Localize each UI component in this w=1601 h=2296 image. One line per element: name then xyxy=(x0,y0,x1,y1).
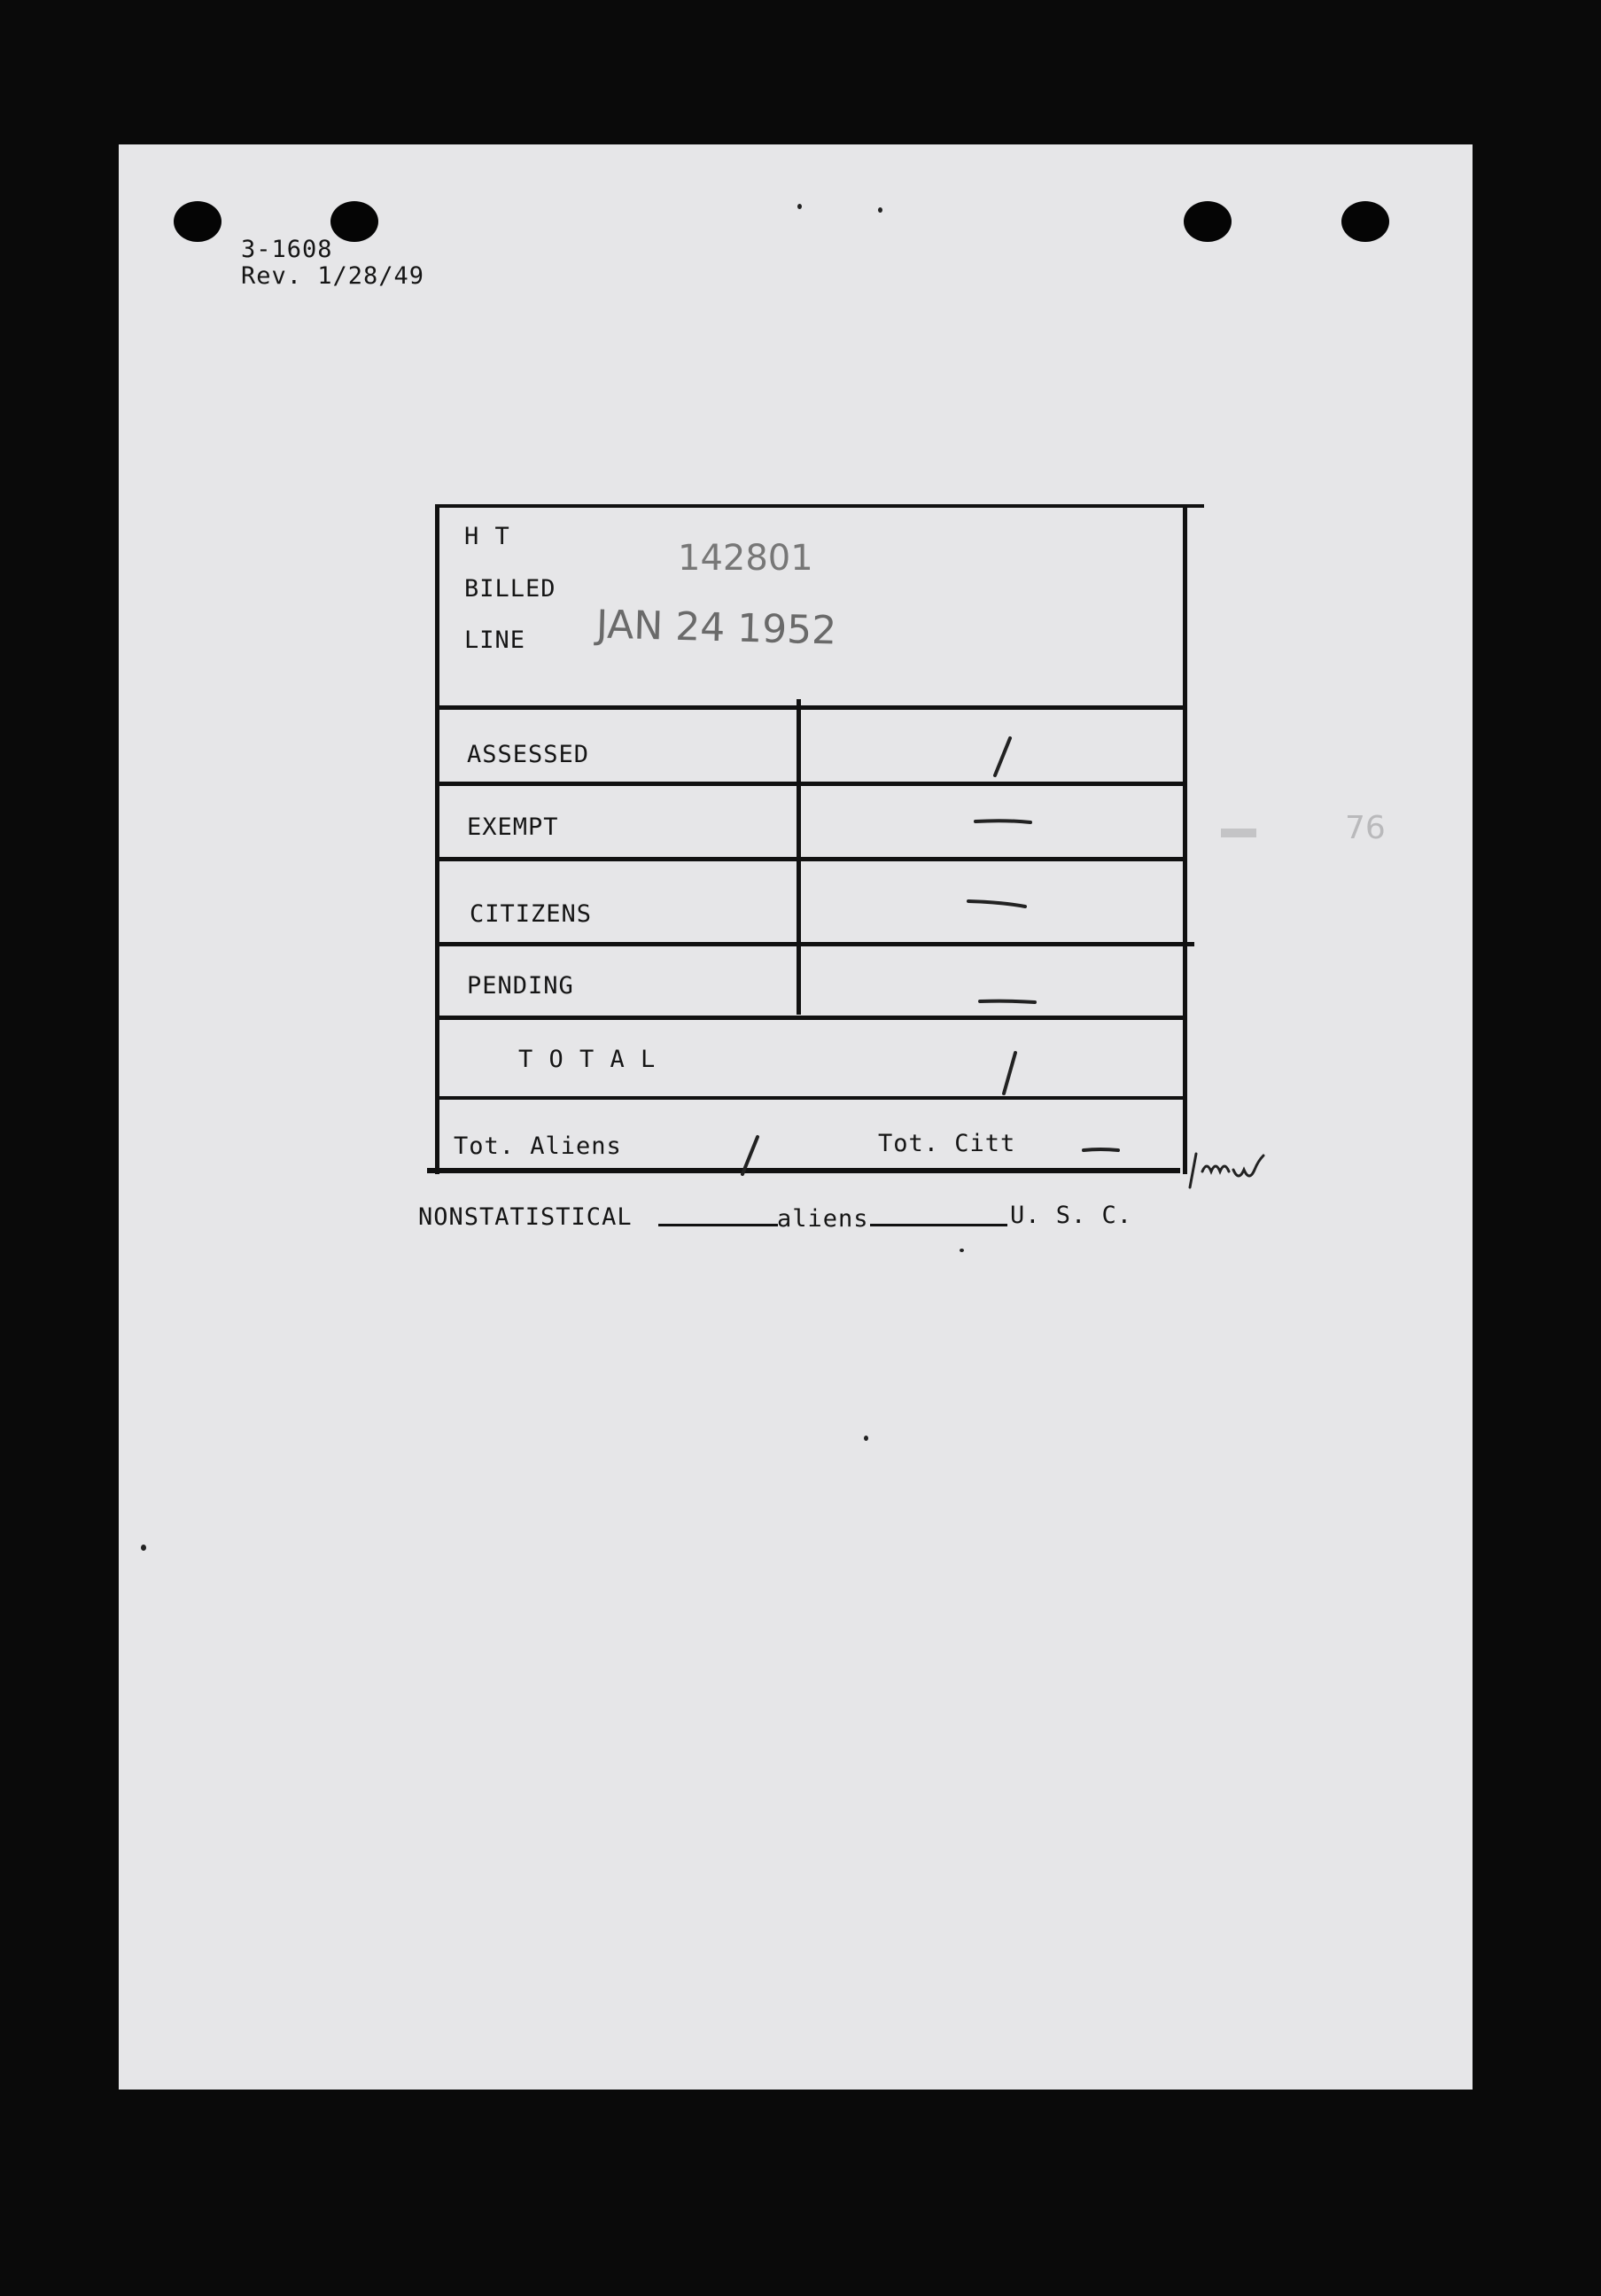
tot-citt-mark xyxy=(1084,1149,1118,1150)
nonstatistical-label: NONSTATISTICAL xyxy=(418,1203,633,1231)
citizens-mark xyxy=(968,901,1025,907)
tot-aliens-label: Tot. Aliens xyxy=(454,1132,622,1160)
nonstatistical-blank xyxy=(658,1224,778,1226)
ht-label: H T xyxy=(464,523,510,550)
pending-mark xyxy=(980,1001,1035,1002)
initials-mark xyxy=(1190,1154,1263,1187)
stamp-number: 142801 xyxy=(678,538,813,579)
speck xyxy=(141,1545,146,1551)
margin-note: 76 xyxy=(1345,810,1386,846)
exempt-mark xyxy=(975,821,1030,822)
faint-smudge xyxy=(1221,829,1256,837)
tot-aliens-mark xyxy=(742,1137,758,1174)
aliens-label: aliens xyxy=(777,1205,869,1233)
assessed-label: ASSESSED xyxy=(467,741,590,768)
total-label: T O T A L xyxy=(518,1046,657,1073)
speck xyxy=(797,204,802,209)
assessed-mark xyxy=(995,738,1010,775)
usc-label: U. S. C. xyxy=(1010,1202,1133,1229)
speck xyxy=(864,1436,868,1441)
billed-label: BILLED xyxy=(464,575,556,603)
aliens-blank xyxy=(870,1224,1007,1226)
form-number: 3-1608 xyxy=(241,236,333,263)
speck xyxy=(878,207,882,213)
total-mark xyxy=(1004,1053,1015,1094)
stamp-date: JAN 24 1952 xyxy=(595,602,837,654)
tot-citt-label: Tot. Citt xyxy=(878,1130,1016,1157)
citizens-label: CITIZENS xyxy=(470,900,593,928)
speck xyxy=(960,1249,964,1252)
exempt-label: EXEMPT xyxy=(467,813,559,841)
line-label: LINE xyxy=(464,627,526,654)
pending-label: PENDING xyxy=(467,972,574,1000)
form-revision: Rev. 1/28/49 xyxy=(241,262,425,290)
